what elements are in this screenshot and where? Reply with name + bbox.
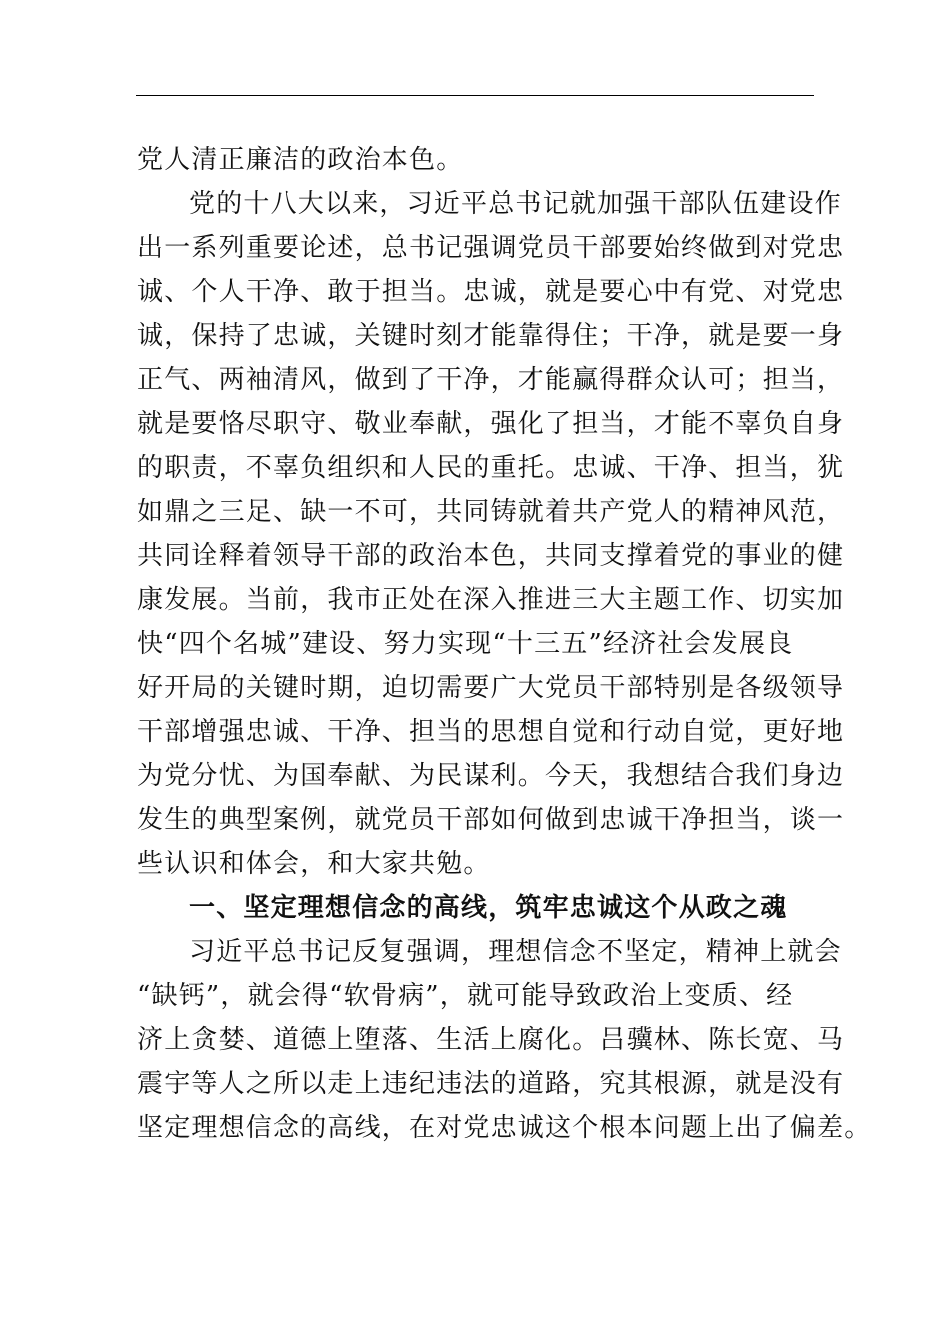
body-line: “缺钙”，就会得“软骨病”，就可能导致政治上变质、经 (137, 981, 794, 1011)
section-heading: 一、坚定理想信念的高线，筑牢忠诚这个从政之魂 (189, 893, 788, 923)
body-line: 诚，保持了忠诚，关键时刻才能靠得住；干净，就是要一身 (137, 321, 845, 351)
body-line: 震宇等人之所以走上违纪违法的道路，究其根源，就是没有 (137, 1069, 845, 1099)
body-line: 干部增强忠诚、干净、担当的思想自觉和行动自觉，更好地 (137, 717, 845, 747)
body-line: 党人清正廉洁的政治本色。 (137, 145, 464, 175)
body-line: 为党分忧、为国奉献、为民谋利。今天，我想结合我们身边 (137, 761, 845, 791)
header-rule (136, 95, 814, 96)
body-line: 发生的典型案例，就党员干部如何做到忠诚干净担当，谈一 (137, 805, 845, 835)
body-line: 党的十八大以来，习近平总书记就加强干部队伍建设作 (189, 189, 842, 219)
body-line: 诚、个人干净、敢于担当。忠诚，就是要心中有党、对党忠 (137, 277, 845, 307)
body-text (137, 138, 872, 1150)
body-line: 共同诠释着领导干部的政治本色，共同支撑着党的事业的健 (137, 541, 845, 571)
body-line: 些认识和体会，和大家共勉。 (137, 849, 491, 879)
body-line: 如鼎之三足、缺一不可，共同铸就着共产党人的精神风范， (137, 497, 845, 527)
body-line: 就是要恪尽职守、敬业奉献，强化了担当，才能不辜负自身 (137, 409, 845, 439)
body-line: 出一系列重要论述，总书记强调党员干部要始终做到对党忠 (137, 233, 845, 263)
body-line: 坚定理想信念的高线，在对党忠诚这个根本问题上出了偏差。 (137, 1113, 872, 1143)
body-line: 快“四个名城”建设、努力实现“十三五”经济社会发展良 (137, 629, 794, 659)
body-line: 习近平总书记反复强调，理想信念不坚定，精神上就会 (189, 937, 842, 967)
body-line: 的职责，不辜负组织和人民的重托。忠诚、干净、担当，犹 (137, 453, 845, 483)
body-line: 正气、两袖清风，做到了干净，才能赢得群众认可；担当， (137, 365, 845, 395)
body-line: 康发展。当前，我市正处在深入推进三大主题工作、切实加 (137, 585, 845, 615)
body-line: 济上贪婪、道德上堕落、生活上腐化。吕骥林、陈长宽、马 (137, 1025, 845, 1055)
body-line: 好开局的关键时期，迫切需要广大党员干部特别是各级领导 (137, 673, 845, 703)
